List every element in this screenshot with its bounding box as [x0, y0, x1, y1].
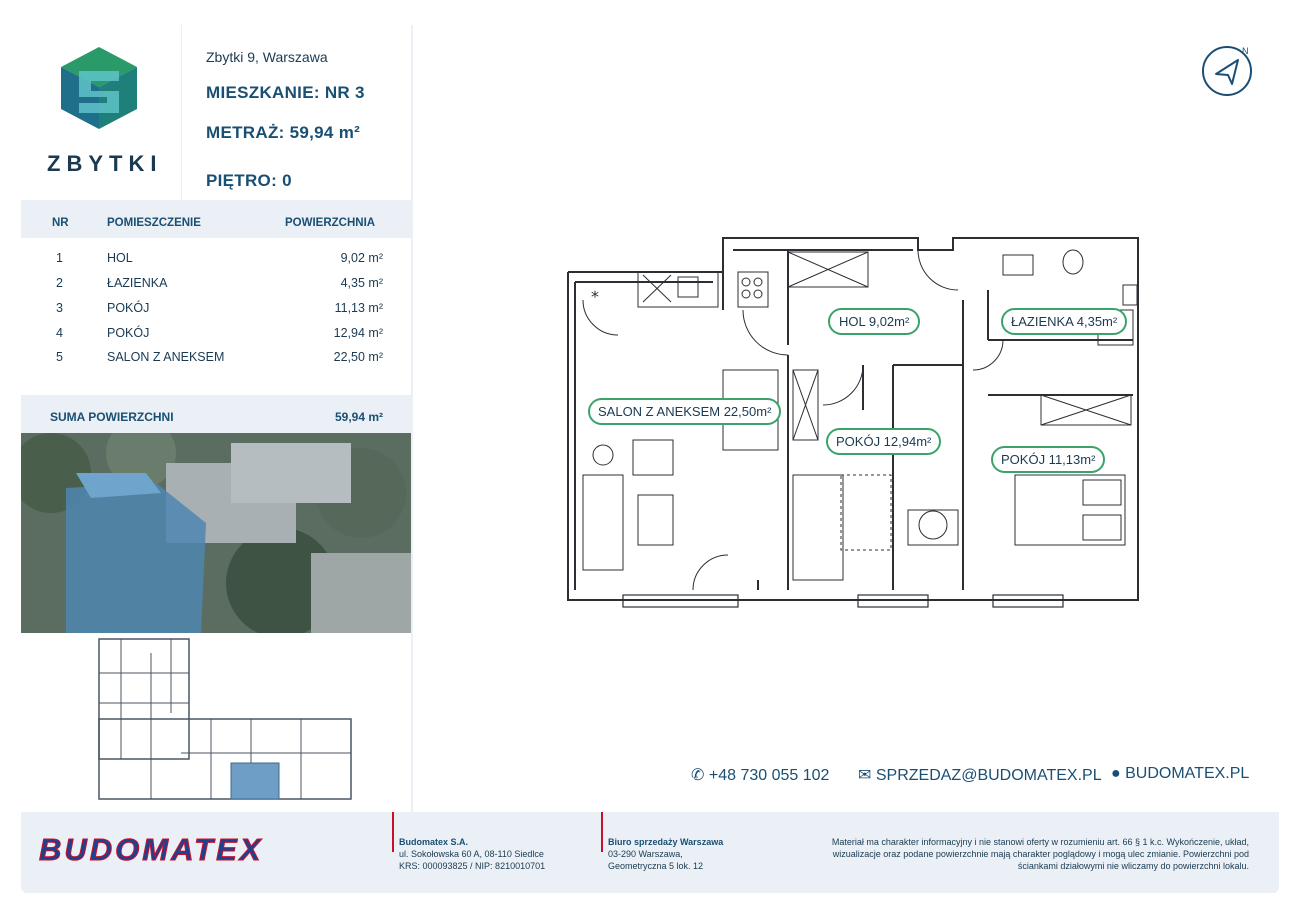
divider — [392, 812, 394, 852]
building-aerial-photo — [21, 433, 411, 633]
contact-phone[interactable]: ✆ +48 730 055 102 — [691, 767, 830, 784]
address: Zbytki 9, Warszawa — [206, 49, 328, 65]
rooms-table — [21, 238, 411, 395]
rooms-table-header — [21, 210, 411, 238]
mail-icon: ✉ — [858, 767, 872, 784]
compass-icon — [1200, 44, 1254, 98]
table-row: 2 ŁAZIENKA 4,35 m² — [56, 276, 383, 290]
total-area-row — [21, 403, 411, 433]
col-room: POMIESZCZENIE — [107, 217, 201, 229]
info-column — [21, 25, 411, 812]
globe-icon: ● — [1111, 765, 1121, 782]
table-row: 1 HOL 9,02 m² — [56, 251, 383, 265]
apartment-number: MIESZKANIE: NR 3 — [206, 83, 365, 102]
budomatex-logo: BUDOMATEX — [39, 832, 264, 867]
apartment-floor-plan — [563, 230, 1143, 620]
apartment-area: METRAŻ: 59,94 m² — [206, 123, 361, 142]
office-info: Biuro sprzedaży Warszawa 03-290 Warszawa, Geometryczna 5 lok. 12 — [608, 837, 724, 871]
company-info: Budomatex S.A. ul. Sokołowska 60 A, 08-110 Siedlce KRS: 000093825 / NIP: 8210010701 — [399, 837, 546, 871]
floor-plan-panel — [413, 25, 1279, 812]
svg-text:*: * — [591, 287, 599, 306]
contact-web[interactable]: ● BUDOMATEX.PL — [1111, 765, 1250, 782]
label-pokoj-1113: POKÓJ 11,13m² — [991, 446, 1105, 473]
divider — [601, 812, 603, 852]
apartment-floor: PIĘTRO: 0 — [206, 171, 292, 190]
contact-email[interactable]: ✉ SPRZEDAZ@BUDOMATEX.PL — [858, 767, 1102, 784]
total-label: SUMA POWIERZCHNI — [50, 410, 174, 424]
col-area: POWIERZCHNIA — [285, 217, 376, 229]
table-row: 4 POKÓJ 12,94 m² — [56, 326, 383, 340]
label-hol: HOL 9,02m² — [828, 308, 920, 335]
label-lazienka: ŁAZIENKA 4,35m² — [1001, 308, 1127, 335]
floor-key-plan — [21, 633, 411, 812]
label-salon: SALON Z ANEKSEM 22,50m² — [588, 398, 781, 425]
table-row: 5 SALON Z ANEKSEM 22,50 m² — [56, 350, 383, 364]
phone-icon: ✆ — [691, 767, 705, 784]
table-row: 3 POKÓJ 11,13 m² — [56, 301, 383, 315]
disclaimer: Materiał ma charakter informacyjny i nie stanowi oferty w rozumieniu art. 66 § 1 k.c. Wykończenie, układ, wizualizacje oraz podane powierzchnie mają charakter poglądowy i mogą ulec zmianie. Powierzchni pod ściankami działowymi nie wliczamy do powierzchni lokalu. — [831, 837, 1249, 871]
apartment-info — [182, 25, 411, 200]
col-nr: NR — [52, 217, 69, 229]
svg-text:N: N — [1242, 46, 1249, 56]
brochure-page — [21, 25, 1279, 893]
brand-name: ZBYTKI — [47, 151, 163, 176]
zbytki-logo — [21, 25, 181, 200]
zbytki-logo-mark — [21, 25, 181, 145]
total-value: 59,94 m² — [334, 410, 383, 424]
footer — [21, 814, 1279, 893]
label-pokoj-1294: POKÓJ 12,94m² — [826, 428, 941, 455]
